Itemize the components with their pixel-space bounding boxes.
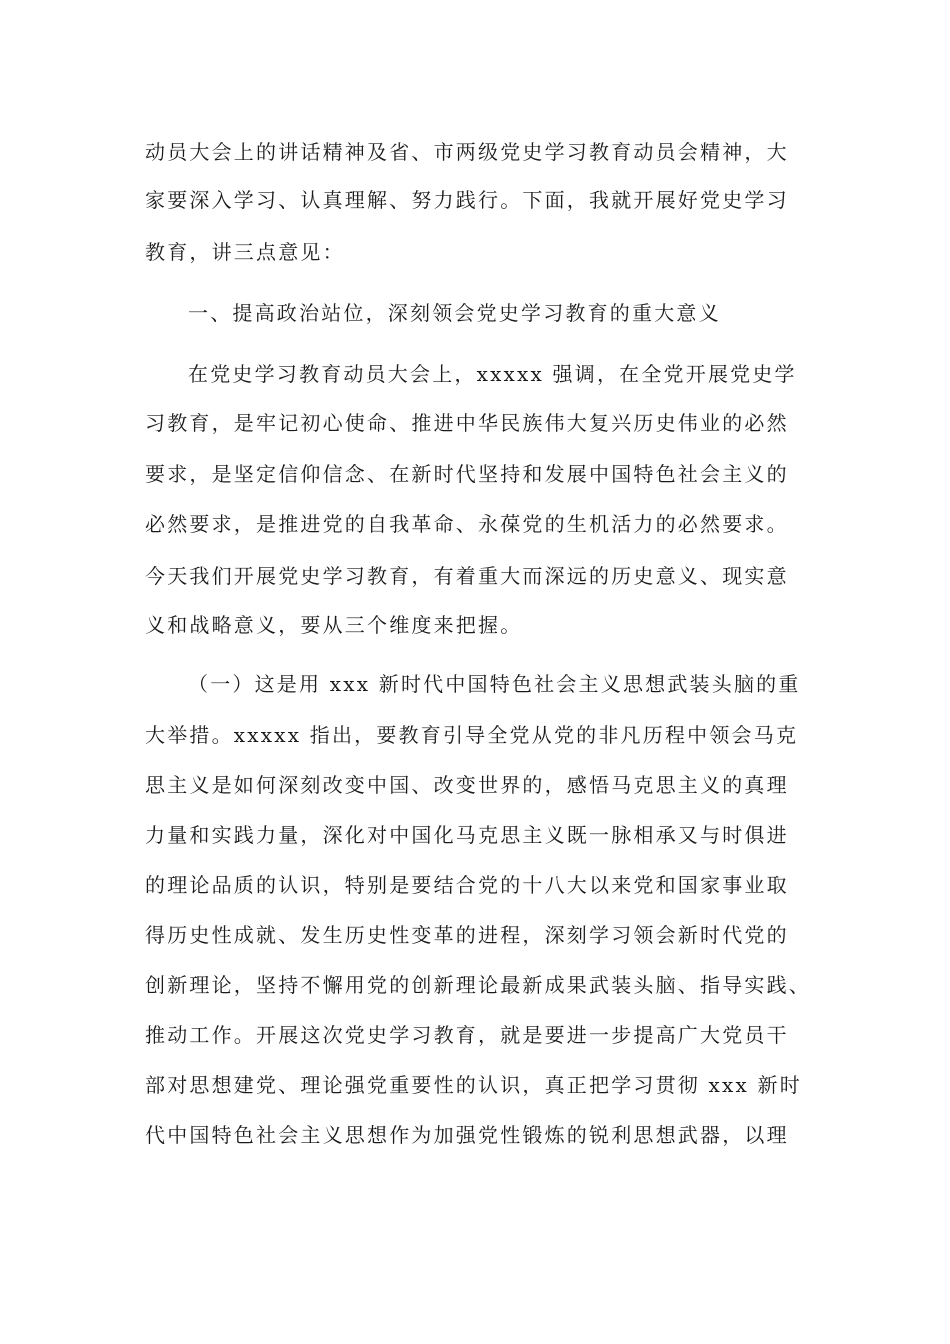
body-text-line: 推动工作。开展这次党史学习教育，就是要进一步提高广大党员干 [145, 1023, 789, 1047]
body-text-line: 代中国特色社会主义思想作为加强党性锻炼的锐利思想武器，以理 [145, 1123, 789, 1147]
body-text-line: 部对思想建党、理论强党重要性的认识，真正把学习贯彻 xxx 新时 [145, 1073, 802, 1097]
section-heading: 一、提高政治站位，深刻领会党史学习教育的重大意义 [188, 301, 721, 325]
subsection-heading: （一）这是用 xxx 新时代中国特色社会主义思想武装头脑的重 [188, 672, 801, 696]
body-text-line: 家要深入学习、认真理解、努力践行。下面，我就开展好党史学习 [145, 188, 789, 212]
body-text-line: 思主义是如何深刻改变中国、改变世界的，感悟马克思主义的真理 [145, 773, 789, 797]
body-text-line: 的理论品质的认识，特别是要结合党的十八大以来党和国家事业取 [145, 873, 789, 897]
body-text-line: 习教育，是牢记初心使命、推进中华民族伟大复兴历史伟业的必然 [145, 411, 789, 435]
body-text-line: 在党史学习教育动员大会上，xxxxx 强调，在全党开展党史学 [188, 362, 797, 386]
body-text-line: 大举措。xxxxx 指出，要教育引导全党从党的非凡历程中领会马克 [145, 723, 799, 747]
body-text-line: 得历史性成就、发生历史性变革的进程，深刻学习领会新时代党的 [145, 923, 789, 947]
body-text-line: 必然要求，是推进党的自我革命、永葆党的生机活力的必然要求。 [145, 512, 789, 536]
body-text-line: 教育，讲三点意见： [145, 240, 345, 264]
body-text-line: 义和战略意义，要从三个维度来把握。 [145, 613, 523, 637]
body-text-line: 力量和实践力量，深化对中国化马克思主义既一脉相承又与时俱进 [145, 823, 789, 847]
body-text-line: 今天我们开展党史学习教育，有着重大而深远的历史意义、现实意 [145, 564, 789, 588]
body-text-line: 要求，是坚定信仰信念、在新时代坚持和发展中国特色社会主义的 [145, 462, 789, 486]
body-text-line: 创新理论，坚持不懈用党的创新理论最新成果武装头脑、指导实践、 [145, 973, 811, 997]
body-text-line: 动员大会上的讲话精神及省、市两级党史学习教育动员会精神，大 [145, 140, 789, 164]
